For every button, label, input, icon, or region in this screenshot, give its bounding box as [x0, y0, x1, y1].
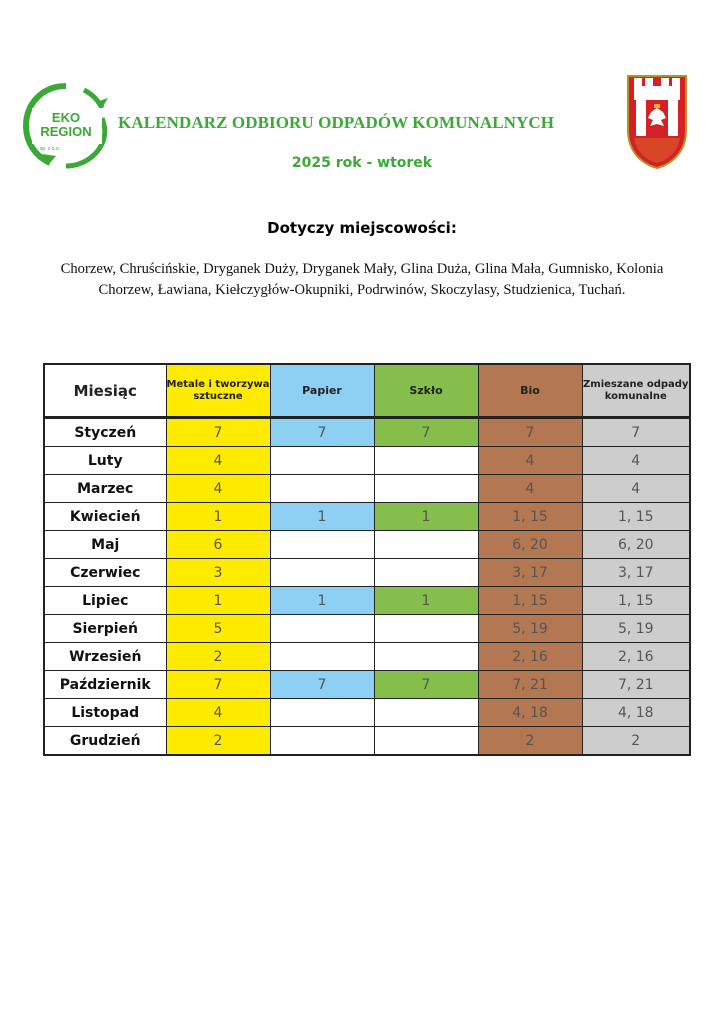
cell-szklo: [374, 727, 478, 756]
page-title: KALENDARZ ODBIORU ODPADÓW KOMUNALNYCH: [118, 113, 555, 132]
cell-bio: 2, 16: [478, 643, 582, 671]
cell-metale: 7: [166, 418, 270, 447]
table-row: [44, 587, 690, 615]
cell-zmieszane: 4, 18: [582, 699, 690, 727]
cell-papier: 7: [270, 418, 374, 447]
header-metale: Metale i tworzywa sztuczne: [166, 364, 270, 418]
cell-bio: 4: [478, 475, 582, 503]
page-subtitle: 2025 rok - wtorek: [291, 155, 433, 171]
cell-zmieszane: 1, 15: [582, 503, 690, 531]
cell-bio: 4: [478, 447, 582, 475]
cell-szklo: 1: [374, 587, 478, 615]
cell-szklo: [374, 615, 478, 643]
cell-papier: [270, 475, 374, 503]
logo-text-region: REGION: [40, 124, 92, 139]
header-papier: Papier: [270, 364, 374, 418]
table-row: [44, 447, 690, 475]
cell-month: Październik: [44, 671, 166, 699]
cell-metale: 4: [166, 475, 270, 503]
cell-papier: [270, 615, 374, 643]
cell-bio: 1, 15: [478, 503, 582, 531]
table-row: [44, 727, 690, 756]
table-header-row: [44, 364, 690, 418]
cell-metale: 2: [166, 643, 270, 671]
cell-month: Luty: [44, 447, 166, 475]
table-row: [44, 475, 690, 503]
table-row: [44, 615, 690, 643]
cell-bio: 3, 17: [478, 559, 582, 587]
cell-zmieszane: 7, 21: [582, 671, 690, 699]
cell-month: Wrzesień: [44, 643, 166, 671]
cell-szklo: [374, 699, 478, 727]
concerns-heading: Dotyczy miejscowości:: [267, 219, 457, 237]
cell-zmieszane: 5, 19: [582, 615, 690, 643]
cell-szklo: [374, 447, 478, 475]
header-szklo: Szkło: [374, 364, 478, 418]
cell-bio: 7, 21: [478, 671, 582, 699]
table-row: [44, 559, 690, 587]
cell-metale: 1: [166, 587, 270, 615]
cell-month: Sierpień: [44, 615, 166, 643]
cell-zmieszane: 3, 17: [582, 559, 690, 587]
cell-szklo: [374, 531, 478, 559]
header-zmieszane: Zmieszane odpady komunalne: [582, 364, 690, 418]
cell-bio: 5, 19: [478, 615, 582, 643]
cell-szklo: 1: [374, 503, 478, 531]
cell-metale: 5: [166, 615, 270, 643]
logo-text-eko: EKO: [51, 110, 81, 125]
cell-bio: 7: [478, 418, 582, 447]
cell-month: Kwiecień: [44, 503, 166, 531]
table-row: [44, 503, 690, 531]
cell-papier: [270, 447, 374, 475]
cell-papier: 1: [270, 503, 374, 531]
cell-bio: 2: [478, 727, 582, 756]
table-row: [44, 531, 690, 559]
header-month: Miesiąc: [44, 364, 166, 418]
cell-papier: [270, 531, 374, 559]
cell-metale: 2: [166, 727, 270, 756]
header-bio: Bio: [478, 364, 582, 418]
cell-month: Lipiec: [44, 587, 166, 615]
table-row: [44, 643, 690, 671]
table-row: [44, 671, 690, 699]
cell-papier: [270, 559, 374, 587]
cell-month: Marzec: [44, 475, 166, 503]
cell-zmieszane: 1, 15: [582, 587, 690, 615]
logo-text-company: sp. z o.o.: [39, 146, 61, 152]
cell-zmieszane: 4: [582, 475, 690, 503]
cell-bio: 6, 20: [478, 531, 582, 559]
cell-month: Grudzień: [44, 727, 166, 756]
cell-metale: 4: [166, 447, 270, 475]
cell-month: Styczeń: [44, 418, 166, 447]
cell-metale: 1: [166, 503, 270, 531]
cell-zmieszane: 4: [582, 447, 690, 475]
cell-zmieszane: 6, 20: [582, 531, 690, 559]
cell-zmieszane: 7: [582, 418, 690, 447]
cell-metale: 6: [166, 531, 270, 559]
cell-bio: 1, 15: [478, 587, 582, 615]
cell-month: Maj: [44, 531, 166, 559]
cell-metale: 7: [166, 671, 270, 699]
cell-papier: 7: [270, 671, 374, 699]
cell-papier: [270, 699, 374, 727]
cell-papier: [270, 727, 374, 756]
cell-zmieszane: 2, 16: [582, 643, 690, 671]
cell-szklo: [374, 559, 478, 587]
cell-bio: 4, 18: [478, 699, 582, 727]
collection-schedule-table: [43, 363, 691, 756]
table-row: [44, 699, 690, 727]
cell-metale: 4: [166, 699, 270, 727]
cell-szklo: 7: [374, 418, 478, 447]
localities-list: Chorzew, Chruścińskie, Dryganek Duży, Dryganek Mały, Glina Duża, Glina Mała, Gumnisko, Kolonia Chorzew, Ławiana, Kiełczygłów-Okupniki, Podrwinów, Skoczylasy, Studzienica, Tuchań.: [60, 261, 664, 298]
cell-metale: 3: [166, 559, 270, 587]
cell-zmieszane: 2: [582, 727, 690, 756]
cell-szklo: [374, 475, 478, 503]
cell-papier: 1: [270, 587, 374, 615]
cell-szklo: [374, 643, 478, 671]
cell-month: Listopad: [44, 699, 166, 727]
table-row: [44, 418, 690, 447]
cell-papier: [270, 643, 374, 671]
cell-month: Czerwiec: [44, 559, 166, 587]
cell-szklo: 7: [374, 671, 478, 699]
